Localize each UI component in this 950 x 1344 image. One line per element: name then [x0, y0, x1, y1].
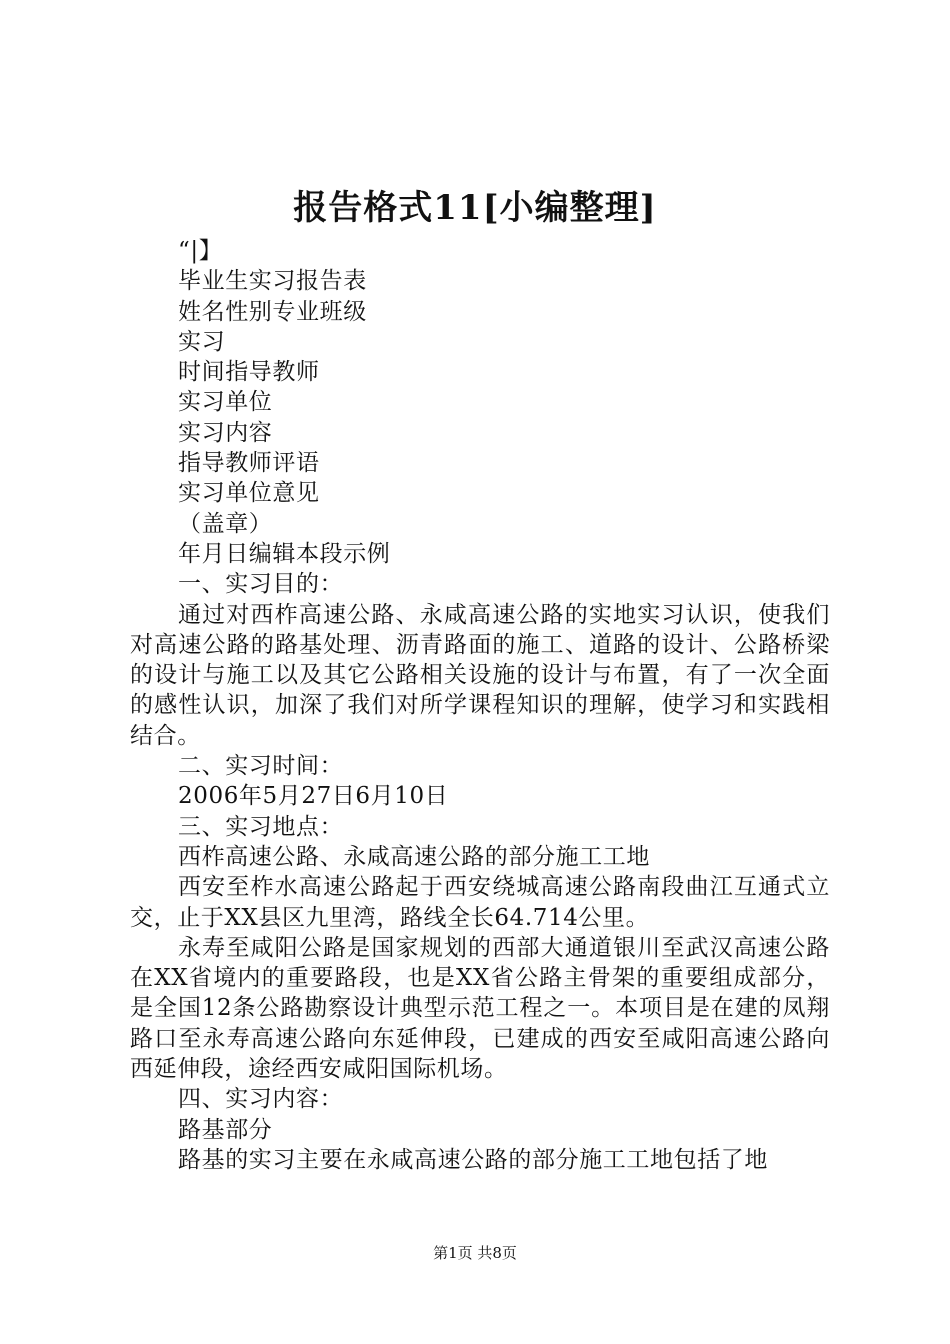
- page-title: 报告格式11[小编整理]: [293, 188, 657, 228]
- document-body: [130, 236, 830, 1175]
- paragraph: 西安至柞水高速公路起于西安绕城高速公路南段曲江互通式立交，止于XX县区九里湾，路线全长64.714公里。: [130, 874, 830, 931]
- section-heading: 四、实习内容：: [178, 1086, 344, 1113]
- text-line: （盖章）: [178, 510, 273, 537]
- text-line: 指导教师评语: [178, 450, 320, 477]
- text-line: 年月日编辑本段示例: [178, 540, 391, 567]
- text-line: 2006年5月27日6月10日: [178, 783, 449, 810]
- paragraph: 永寿至咸阳公路是国家规划的西部大通道银川至武汉高速公路在XX省境内的重要路段，也是XX省公路主骨架的重要组成部分，是全国12条公路勘察设计典型示范工程之一。本项目是在建的凤翔路口至永寿高速公路向东延伸段，已建成的西安至咸阳高速公路向西延伸段，途经西安咸阳国际机场。: [130, 934, 830, 1083]
- section-heading: 三、实习地点：: [178, 813, 344, 840]
- text-line: 毕业生实习报告表: [178, 268, 367, 295]
- paragraph: 路基的实习主要在永咸高速公路的部分施工工地包括了地: [178, 1146, 768, 1173]
- paragraph: 通过对西柞高速公路、永咸高速公路的实地实习认识，使我们对高速公路的路基处理、沥青路面的施工、道路的设计、公路桥梁的设计与施工以及其它公路相关设施的设计与布置，有了一次全面的感性认识，加深了我们对所学课程知识的理解，使学习和实践相结合。: [130, 601, 830, 749]
- text-line: 西柞高速公路、永咸高速公路的部分施工工地: [178, 843, 650, 870]
- text-line: 时间指导教师: [178, 359, 320, 386]
- text-line: 实习内容: [178, 419, 273, 446]
- text-line: 实习: [178, 328, 226, 355]
- text-line: 姓名性别专业班级: [178, 298, 367, 325]
- text-line-mark: “|】: [178, 238, 223, 264]
- text-line: 实习单位: [178, 389, 273, 416]
- text-line: 路基部分: [178, 1116, 273, 1143]
- section-heading: 一、实习目的：: [178, 571, 344, 598]
- page-number-footer: 第1页 共8页: [433, 1244, 517, 1262]
- text-line: 实习单位意见: [178, 480, 320, 507]
- section-heading: 二、实习时间：: [178, 753, 344, 780]
